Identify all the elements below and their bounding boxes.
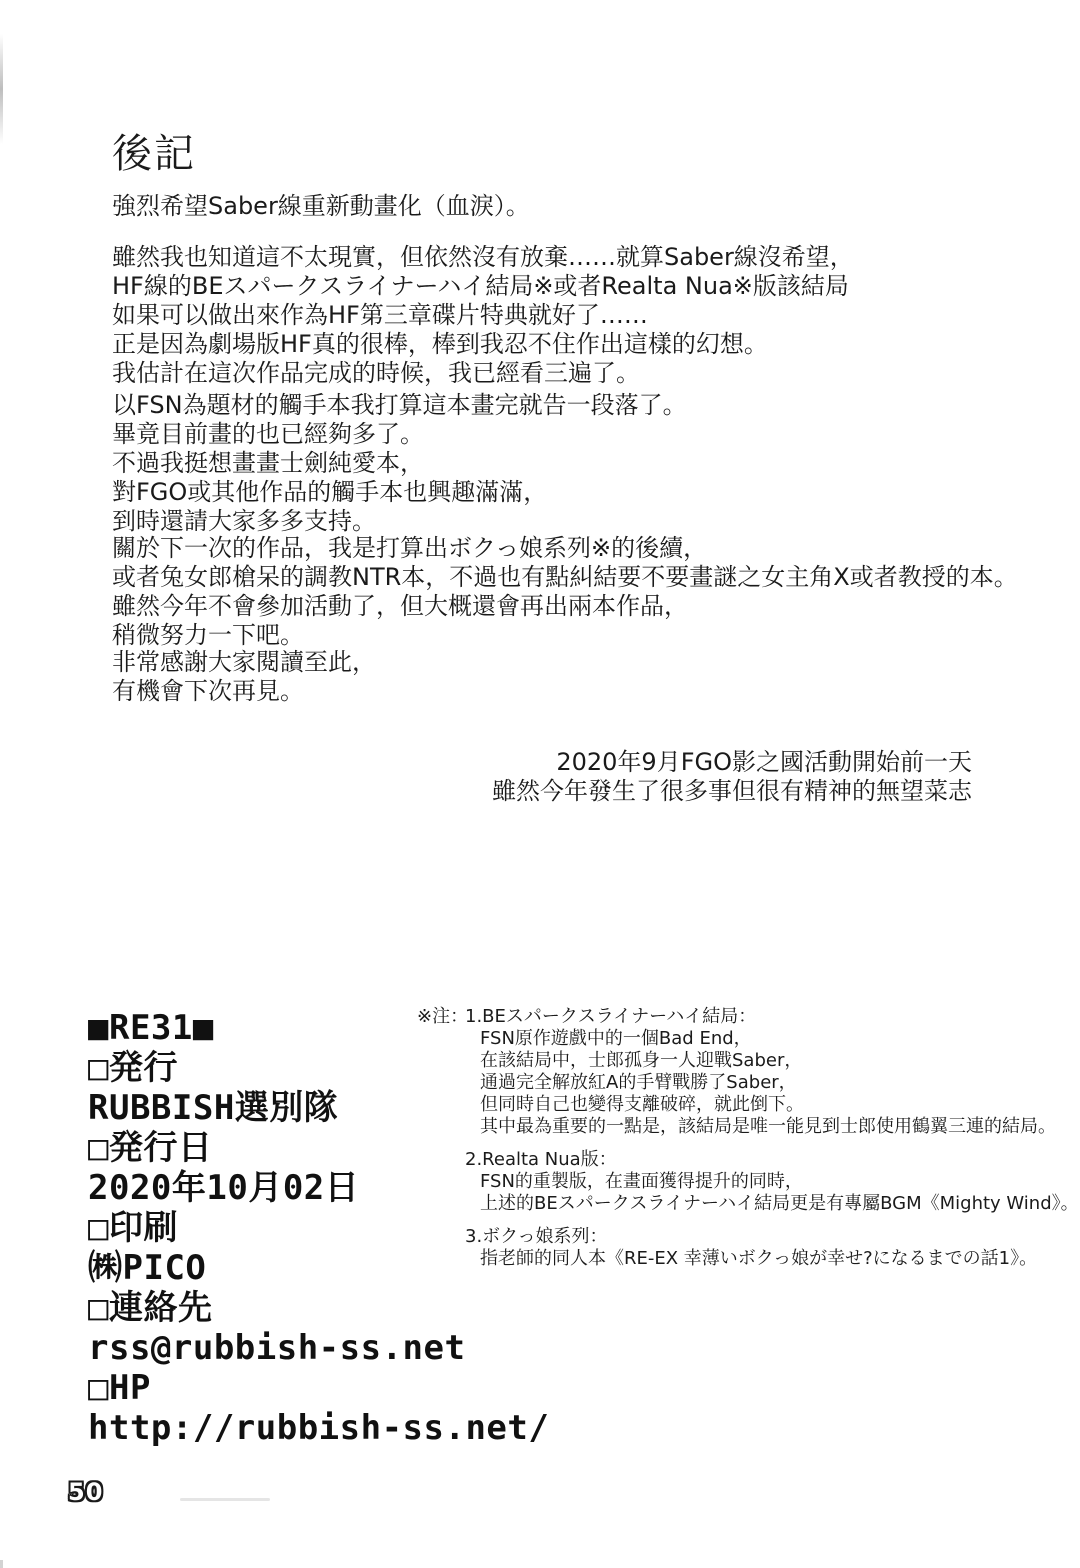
publish-date-label: □発行日 xyxy=(88,1128,213,1168)
printer-name: ㈱PICO xyxy=(88,1248,207,1288)
footnote-item: 3.ボクっ娘系列： 指老師的同人本《RE-EX 幸薄いボクっ娘が幸せ?になるまでの話1》。 xyxy=(465,1226,1038,1269)
page-number: 50 xyxy=(68,1478,104,1506)
paragraph: 關於下一次的作品，我是打算出ボクっ娘系列※的後續， 或者兔女郎槍呆的調教NTR本，不過也有點糾結要不要畫謎之女主角X或者教授的本。 雖然今年不會參加活動了，但大概還會再出兩本作品， 稍微努力一下吧。 xyxy=(112,534,1018,649)
circle-number-badge: ■RE31■ xyxy=(88,1008,214,1048)
publisher-label: □発行 xyxy=(88,1048,178,1088)
page-title: 後記 xyxy=(112,131,196,177)
contact-email: rss@rubbish-ss.net xyxy=(88,1328,466,1368)
publisher-name: RUBBISH選別隊 xyxy=(88,1088,339,1128)
scan-artifact xyxy=(0,34,3,144)
publish-date: 2020年10月02日 xyxy=(88,1168,360,1208)
paragraph: 雖然我也知道這不太現實，但依然沒有放棄……就算Saber線沒希望， HF線的BEスパークスライナーハイ結局※或者Realta Nua※版該結局 如果可以做出來作為HF第三章碟片特典就好了…… 正是因為劇場版HF真的很棒，棒到我忍不住作出這樣的幻想。 我估計在這次作品完成的時候，我已經看三遍了。 xyxy=(112,243,854,387)
contact-label: □連絡先 xyxy=(88,1288,213,1328)
paragraph: 非常感謝大家閱讀至此， 有機會下次再見。 xyxy=(112,648,376,705)
printer-label: □印刷 xyxy=(88,1208,178,1248)
scan-artifact xyxy=(180,1498,270,1501)
scan-artifact xyxy=(0,1560,3,1568)
paragraph: 以FSN為題材的觸手本我打算這本畫完就告一段落了。 畢竟目前畫的也已經夠多了。 不過我挺想畫畫士劍純愛本， 對FGO或其他作品的觸手本也興趣滿滿， 到時還請大家多多支持。 xyxy=(112,391,687,535)
footnote-prefix: ※注： xyxy=(417,1006,469,1027)
footnote-item: 1.BEスパークスライナーハイ結局： FSN原作遊戲中的一個Bad End， 在該結局中，士郎孤身一人迎戰Saber， 通過完全解放紅A的手臂戰勝了Saber， 但同時自己也變得支離破碎，就此倒下。 其中最為重要的一點是，該結局是唯一能見到士郎使用鶴翼三連的結局。 xyxy=(465,1006,1056,1137)
homepage-url: http://rubbish-ss.net/ xyxy=(88,1408,550,1448)
homepage-label: □HP xyxy=(88,1368,151,1408)
footnote-item: 2.Realta Nua版： FSN的重製版，在畫面獲得提升的同時， 上述的BEスパークスライナーハイ結局更是有專屬BGM《Mighty Wind》。 xyxy=(465,1149,1079,1214)
signature-dateline: 2020年9月FGO影之國活動開始前一天 雖然今年發生了很多事但很有精神的無望菜志 xyxy=(492,748,972,805)
footnotes xyxy=(417,1006,1079,1270)
paragraph: 強烈希望Saber線重新動畫化（血淚）。 xyxy=(112,192,530,220)
